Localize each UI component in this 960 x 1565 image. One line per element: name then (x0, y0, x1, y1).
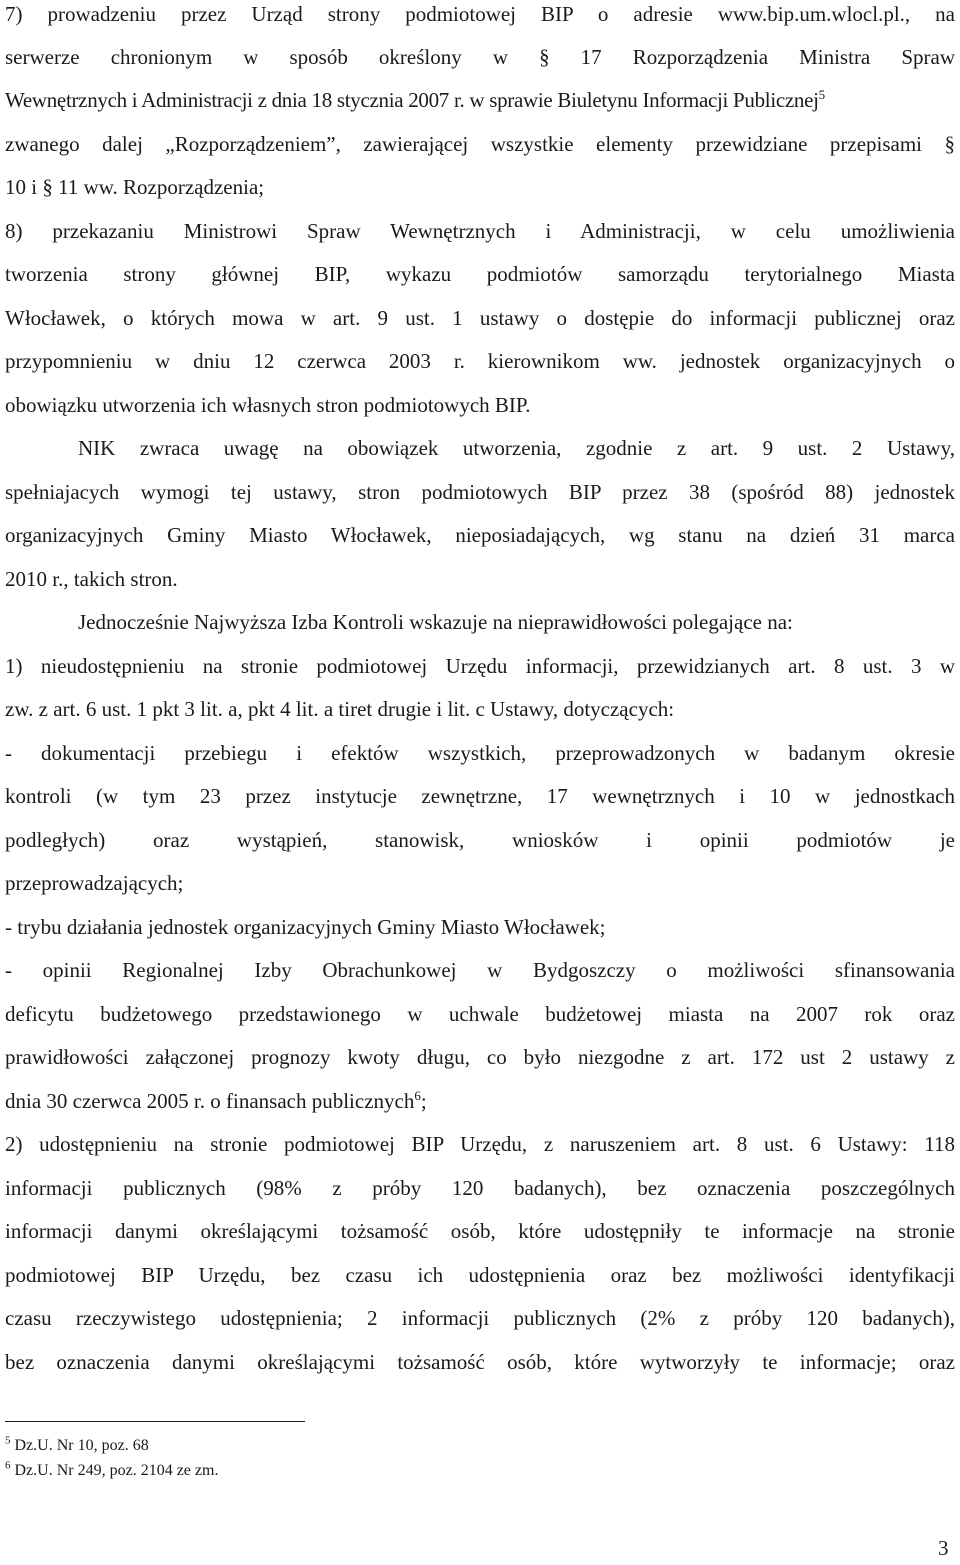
text-line: Jednocześnie Najwyższa Izba Kontroli wskazuje na nieprawidłowości polegające na: (78, 610, 793, 634)
text-line: podległych) oraz wystąpień, stanowisk, wniosków i opinii podmiotów je (5, 828, 955, 852)
text-line: deficytu budżetowego przedstawionego w uchwale budżetowej miasta na 2007 rok oraz (5, 1002, 955, 1026)
text-line: 1) nieudostępnieniu na stronie podmiotowej Urzędu informacji, przewidzianych art. 8 ust. 3 w (5, 654, 955, 678)
text-line: przeprowadzających; (5, 871, 184, 895)
text-line: NIK zwraca uwagę na obowiązek utworzenia, zgodnie z art. 9 ust. 2 Ustawy, (78, 436, 955, 460)
page-number: 3 (938, 1536, 949, 1560)
text-line: - dokumentacji przebiegu i efektów wszystkich, przeprowadzonych w badanym okresie (5, 741, 955, 765)
text-span: Wewnętrznych i Administracji z dnia 18 stycznia 2007 r. w sprawie Biuletynu Informacji Publicznej (5, 88, 819, 112)
footnote (5, 1461, 218, 1481)
text-line: serwerze chronionym w sposób określony w § 17 Rozporządzenia Ministra Spraw (5, 45, 955, 69)
text-line: - opinii Regionalnej Izby Obrachunkowej w Bydgoszczy o możliwości sfinansowania (5, 958, 955, 982)
text-line (5, 87, 955, 113)
text-line: zwanego dalej „Rozporządzeniem”, zawierającej wszystkie elementy przewidziane przepisami § (5, 132, 955, 156)
text-line (5, 1088, 955, 1114)
footnote (5, 1436, 149, 1456)
footnote-text: Dz.U. Nr 249, poz. 2104 ze zm. (14, 1462, 219, 1479)
footnote-text: Dz.U. Nr 10, poz. 68 (14, 1437, 149, 1454)
text-line: zw. z art. 6 ust. 1 pkt 3 lit. a, pkt 4 lit. a tiret drugie i lit. c Ustawy, dotyczących: (5, 697, 675, 721)
text-line: spełniajacych wymogi tej ustawy, stron podmiotowych BIP przez 38 (spośród 88) jednostek (5, 480, 955, 504)
text-line: informacji publicznych (98% z próby 120 badanych), bez oznaczenia poszczególnych (5, 1176, 955, 1200)
text-line: - trybu działania jednostek organizacyjnych Gminy Miasto Włocławek; (5, 915, 606, 939)
footnote-mark: 6 (5, 1459, 11, 1472)
text-line: 10 i § 11 ww. Rozporządzenia; (5, 175, 265, 199)
text-line: prawidłowości załączonej prognozy kwoty długu, co było niezgodne z art. 172 ust 2 ustawy z (5, 1045, 955, 1069)
text-line: 8) przekazaniu Ministrowi Spraw Wewnętrznych i Administracji, w celu umożliwienia (5, 219, 955, 243)
text-span: dnia 30 czerwca 2005 r. o finansach publicznych (5, 1089, 415, 1113)
text-line: podmiotowej BIP Urzędu, bez czasu ich udostępnienia oraz bez możliwości identyfikacji (5, 1263, 955, 1287)
text-line: informacji danymi określającymi tożsamość osób, które udostępniły te informacje na stronie (5, 1219, 955, 1243)
text-span: ; (420, 1089, 427, 1113)
text-line: obowiązku utworzenia ich własnych stron podmiotowych BIP. (5, 393, 531, 417)
text-line: organizacyjnych Gminy Miasto Włocławek, nieposiadających, wg stanu na dzień 31 marca (5, 523, 955, 547)
text-line: 2010 r., takich stron. (5, 567, 178, 591)
text-line: 2) udostępnieniu na stronie podmiotowej BIP Urzędu, z naruszeniem art. 8 ust. 6 Ustawy: 118 (5, 1132, 955, 1156)
footnote-ref: 5 (818, 87, 825, 102)
text-line: kontroli (w tym 23 przez instytucje zewnętrzne, 17 wewnętrznych i 10 w jednostkach (5, 784, 955, 808)
text-line: tworzenia strony głównej BIP, wykazu podmiotów samorządu terytorialnego Miasta (5, 262, 955, 286)
text-line: bez oznaczenia danymi określającymi tożsamość osób, które wytworzyły te informacje; oraz (5, 1350, 955, 1374)
footnote-separator (5, 1421, 305, 1422)
text-line: Włocławek, o których mowa w art. 9 ust. 1 ustawy o dostępie do informacji publicznej oraz (5, 306, 955, 330)
text-line: 7) prowadzeniu przez Urząd strony podmiotowej BIP o adresie www.bip.um.wlocl.pl., na (5, 2, 955, 26)
text-line: czasu rzeczywistego udostępnienia; 2 informacji publicznych (2% z próby 120 badanych), (5, 1306, 955, 1330)
footnote-mark: 5 (5, 1434, 11, 1447)
text-line: przypomnieniu w dniu 12 czerwca 2003 r. kierownikom ww. jednostek organizacyjnych o (5, 349, 955, 373)
footnote-ref: 6 (414, 1088, 421, 1103)
